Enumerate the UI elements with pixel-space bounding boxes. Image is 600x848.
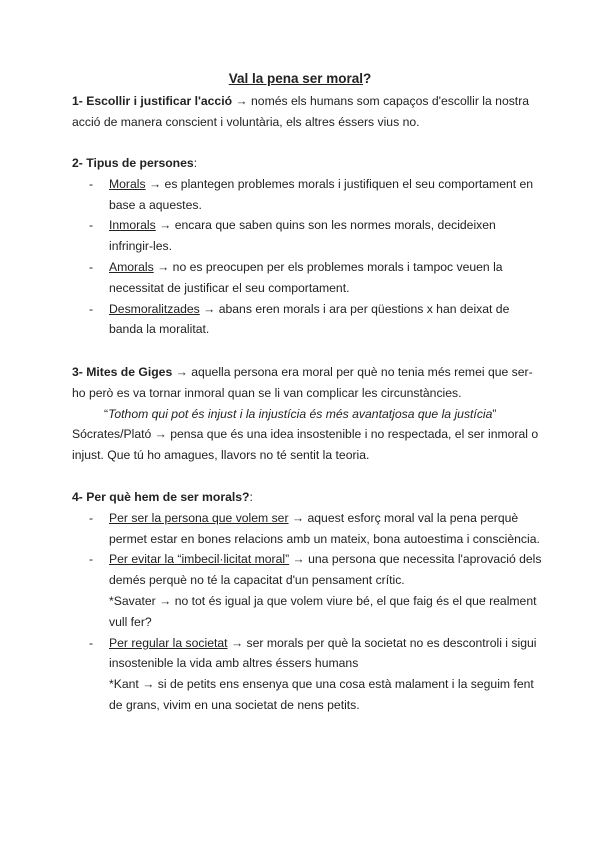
quote-close: ” — [492, 406, 497, 421]
giges-quote: Tothom qui pot és injust i la injustícia és més avantatjosa que la justícia — [108, 406, 493, 421]
term-description: → es plantegen problemes morals i justifiquen el seu comportament en base a aquestes. — [109, 176, 534, 212]
section-4-list — [72, 508, 542, 716]
quote-paragraph — [72, 404, 542, 425]
title-question-mark: ? — [363, 71, 372, 86]
section-4-heading: 4- Per què hem de ser morals? — [72, 490, 250, 504]
bullet-dash: - — [89, 510, 94, 525]
term-description: → encara que saben quins son les normes morals, decideixen infringir-les. — [109, 218, 496, 254]
term-inmorals: Inmorals — [109, 218, 156, 233]
section-3 — [72, 362, 542, 466]
quote-open: “ — [104, 406, 109, 421]
reason-description: → ser morals per què la societat no es descontroli i sigui insostenible la vida amb altres éssers humans — [109, 635, 537, 671]
page-title — [0, 70, 600, 88]
list-item — [72, 549, 542, 632]
bullet-dash: - — [89, 218, 94, 233]
title-text: Val la pena ser moral — [228, 71, 364, 86]
section-3-heading: 3- Mites de Giges — [72, 365, 173, 379]
list-item — [72, 257, 542, 299]
term-description: → abans eren morals i ara per qüestions x han deixat de banda la moralitat. — [109, 301, 510, 337]
section-2-heading: 2- Tipus de persones — [72, 156, 194, 170]
reason-term: Per ser la persona que volem ser — [109, 510, 289, 525]
reason-description: → aquest esforç moral val la pena perquè permet estar en bones relacions amb un mateix, bona autoestima i consciència. — [109, 510, 540, 546]
savater-note: *Savater → no tot és igual ja que volem viure bé, el que faig és el que realment vull fer? — [109, 593, 537, 629]
list-item — [72, 299, 542, 341]
section-4-colon: : — [249, 490, 253, 504]
list-item — [72, 215, 542, 257]
bullet-dash: - — [89, 259, 94, 274]
reason-term: Per regular la societat — [109, 635, 228, 650]
list-item — [72, 633, 542, 716]
reason-description: → una persona que necessita l'aprovació dels demés perquè no té la capacitat d'un pensament crític. — [109, 552, 542, 588]
section-1 — [72, 91, 542, 133]
socrates-plato-text: Sócrates/Plató → pensa que és una idea insostenible i no respectada, el ser inmoral o injust. Que tú ho amagues, llavors no té sentit la teoria. — [72, 427, 539, 463]
section-2 — [72, 153, 542, 340]
bullet-dash: - — [89, 552, 94, 567]
section-4 — [72, 487, 542, 716]
term-morals: Morals — [109, 176, 146, 191]
term-desmoralitzades: Desmoralitzades — [109, 301, 200, 316]
bullet-dash: - — [89, 176, 94, 191]
list-item — [72, 174, 542, 216]
term-amorals: Amorals — [109, 259, 154, 274]
kant-note: *Kant → si de petits ens ensenya que una cosa està malament i la seguim fent de grans, vivim en una societat de nens petits. — [109, 677, 534, 712]
list-item — [72, 508, 542, 550]
section-2-colon: : — [193, 156, 198, 170]
reason-term: Per evitar la “imbecil·licitat moral” — [109, 552, 290, 567]
section-2-list — [72, 174, 542, 340]
bullet-dash: - — [89, 635, 94, 650]
section-1-text: → només els humans som capaços d'escollir la nostra acció de manera conscient i voluntària, els altres éssers vius no. — [72, 94, 530, 129]
section-3-text: → aquella persona era moral per què no tenia més remei que ser-ho però es va tornar inmoral quan se li van complicar les circunstàncies. — [72, 365, 533, 400]
bullet-dash: - — [89, 301, 94, 316]
term-description: → no es preocupen per els problemes morals i tampoc veuen la necessitat de justificar el seu comportament. — [109, 259, 503, 295]
section-1-heading: 1- Escollir i justificar l'acció — [72, 94, 233, 108]
